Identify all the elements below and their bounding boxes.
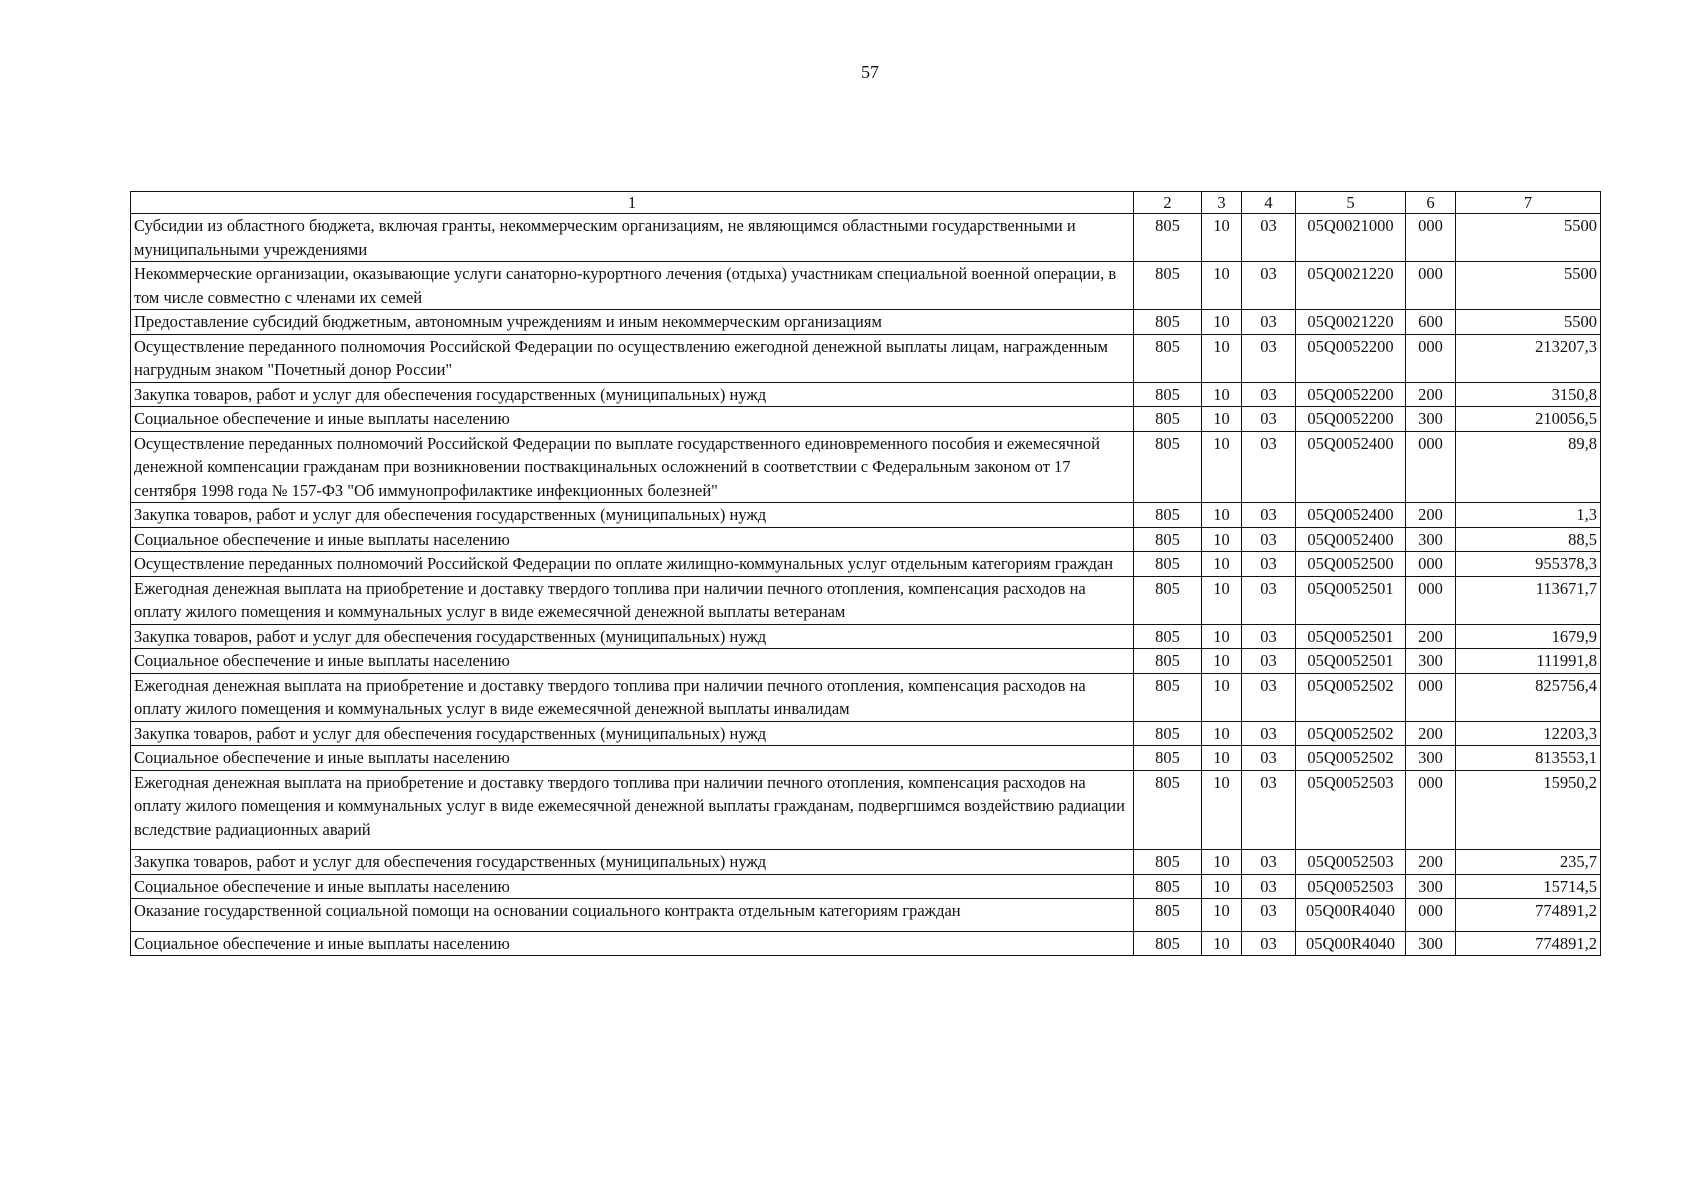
row-col-7: 111991,8 xyxy=(1456,649,1601,674)
header-row xyxy=(131,192,1601,214)
table-row xyxy=(131,874,1601,899)
row-col-6: 300 xyxy=(1406,407,1456,432)
row-col-7: 12203,3 xyxy=(1456,721,1601,746)
row-col-5: 05Q0052400 xyxy=(1296,527,1406,552)
table-row xyxy=(131,407,1601,432)
row-name: Субсидии из областного бюджета, включая гранты, некоммерческим организациям, не являющимся областными государственными и муниципальными учреждениями xyxy=(131,214,1134,262)
row-col-5: 05Q0052502 xyxy=(1296,746,1406,771)
row-col-7: 88,5 xyxy=(1456,527,1601,552)
col-header-1: 1 xyxy=(131,192,1134,214)
row-col-2: 805 xyxy=(1134,214,1202,262)
row-col-6: 300 xyxy=(1406,931,1456,956)
row-name: Закупка товаров, работ и услуг для обеспечения государственных (муниципальных) нужд xyxy=(131,503,1134,528)
table-row xyxy=(131,850,1601,875)
row-col-2: 805 xyxy=(1134,576,1202,624)
row-col-6: 200 xyxy=(1406,624,1456,649)
row-col-3: 10 xyxy=(1202,649,1242,674)
row-col-6: 000 xyxy=(1406,576,1456,624)
row-col-2: 805 xyxy=(1134,899,1202,932)
row-col-3: 10 xyxy=(1202,382,1242,407)
row-col-5: 05Q0052501 xyxy=(1296,649,1406,674)
row-col-5: 05Q0052400 xyxy=(1296,503,1406,528)
row-col-3: 10 xyxy=(1202,931,1242,956)
row-col-4: 03 xyxy=(1242,624,1296,649)
row-col-6: 200 xyxy=(1406,850,1456,875)
row-name: Предоставление субсидий бюджетным, автономным учреждениям и иным некоммерческим организациям xyxy=(131,310,1134,335)
row-col-5: 05Q0052503 xyxy=(1296,770,1406,850)
row-col-4: 03 xyxy=(1242,770,1296,850)
col-header-3: 3 xyxy=(1202,192,1242,214)
row-name: Социальное обеспечение и иные выплаты населению xyxy=(131,874,1134,899)
row-col-3: 10 xyxy=(1202,746,1242,771)
row-col-7: 89,8 xyxy=(1456,431,1601,503)
row-name: Ежегодная денежная выплата на приобретение и доставку твердого топлива при наличии печного отопления, компенсация расходов на оплату жилого помещения и коммунальных услуг в виде ежемесячной денежной выплаты ветеранам xyxy=(131,576,1134,624)
row-col-7: 235,7 xyxy=(1456,850,1601,875)
row-col-3: 10 xyxy=(1202,503,1242,528)
row-col-7: 825756,4 xyxy=(1456,673,1601,721)
row-col-4: 03 xyxy=(1242,899,1296,932)
row-name: Закупка товаров, работ и услуг для обеспечения государственных (муниципальных) нужд xyxy=(131,850,1134,875)
row-col-5: 05Q0052502 xyxy=(1296,721,1406,746)
table-row xyxy=(131,382,1601,407)
row-col-6: 200 xyxy=(1406,382,1456,407)
row-col-4: 03 xyxy=(1242,407,1296,432)
row-col-2: 805 xyxy=(1134,746,1202,771)
table-row xyxy=(131,673,1601,721)
row-col-4: 03 xyxy=(1242,382,1296,407)
row-col-2: 805 xyxy=(1134,407,1202,432)
row-col-6: 000 xyxy=(1406,431,1456,503)
table-row xyxy=(131,552,1601,577)
table-row xyxy=(131,931,1601,956)
row-col-7: 15714,5 xyxy=(1456,874,1601,899)
row-name: Осуществление переданного полномочия Российской Федерации по осуществлению ежегодной денежной выплаты лицам, награжденным нагрудным знаком "Почетный донор России" xyxy=(131,334,1134,382)
row-col-7: 5500 xyxy=(1456,214,1601,262)
row-col-2: 805 xyxy=(1134,310,1202,335)
table-row xyxy=(131,310,1601,335)
row-col-2: 805 xyxy=(1134,262,1202,310)
table-row xyxy=(131,649,1601,674)
page-number: 57 xyxy=(861,62,879,82)
row-col-7: 774891,2 xyxy=(1456,931,1601,956)
row-col-6: 200 xyxy=(1406,503,1456,528)
row-name: Ежегодная денежная выплата на приобретение и доставку твердого топлива при наличии печного отопления, компенсация расходов на оплату жилого помещения и коммунальных услуг в виде ежемесячной денежной выплаты гражданам, подвергшимся воздействию радиации вследствие радиационных аварий xyxy=(131,770,1134,850)
col-header-6: 6 xyxy=(1406,192,1456,214)
row-name: Социальное обеспечение и иные выплаты населению xyxy=(131,649,1134,674)
row-name: Оказание государственной социальной помощи на основании социального контракта отдельным категориям граждан xyxy=(131,899,1134,932)
row-col-2: 805 xyxy=(1134,931,1202,956)
table-row xyxy=(131,770,1601,850)
row-col-4: 03 xyxy=(1242,214,1296,262)
row-col-7: 3150,8 xyxy=(1456,382,1601,407)
row-col-5: 05Q0021220 xyxy=(1296,262,1406,310)
row-col-7: 5500 xyxy=(1456,262,1601,310)
table-row xyxy=(131,721,1601,746)
row-col-6: 000 xyxy=(1406,673,1456,721)
table-row xyxy=(131,431,1601,503)
row-col-2: 805 xyxy=(1134,431,1202,503)
row-col-5: 05Q0052501 xyxy=(1296,576,1406,624)
row-col-7: 1,3 xyxy=(1456,503,1601,528)
row-col-4: 03 xyxy=(1242,310,1296,335)
row-col-5: 05Q00R4040 xyxy=(1296,931,1406,956)
col-header-4: 4 xyxy=(1242,192,1296,214)
row-col-3: 10 xyxy=(1202,576,1242,624)
table-row xyxy=(131,334,1601,382)
row-col-2: 805 xyxy=(1134,624,1202,649)
row-col-5: 05Q0052400 xyxy=(1296,431,1406,503)
row-name: Закупка товаров, работ и услуг для обеспечения государственных (муниципальных) нужд xyxy=(131,624,1134,649)
table-row xyxy=(131,746,1601,771)
row-col-4: 03 xyxy=(1242,721,1296,746)
row-col-4: 03 xyxy=(1242,431,1296,503)
row-col-6: 300 xyxy=(1406,746,1456,771)
row-col-5: 05Q00R4040 xyxy=(1296,899,1406,932)
row-col-7: 774891,2 xyxy=(1456,899,1601,932)
row-col-6: 000 xyxy=(1406,334,1456,382)
row-name: Социальное обеспечение и иные выплаты населению xyxy=(131,407,1134,432)
row-col-7: 15950,2 xyxy=(1456,770,1601,850)
row-col-4: 03 xyxy=(1242,673,1296,721)
row-col-4: 03 xyxy=(1242,850,1296,875)
row-col-4: 03 xyxy=(1242,503,1296,528)
row-name: Социальное обеспечение и иные выплаты населению xyxy=(131,746,1134,771)
row-col-4: 03 xyxy=(1242,576,1296,624)
row-col-5: 05Q0052503 xyxy=(1296,850,1406,875)
row-col-6: 300 xyxy=(1406,874,1456,899)
row-col-7: 955378,3 xyxy=(1456,552,1601,577)
table-row xyxy=(131,527,1601,552)
row-name: Осуществление переданных полномочий Российской Федерации по выплате государственного единовременного пособия и ежемесячной денежной компенсации гражданам при возникновении поствакцинальных осложнений в соответствии с Федеральным законом от 17 сентября 1998 года № 157-ФЗ "Об иммунопрофилактике инфекционных болезней" xyxy=(131,431,1134,503)
row-col-7: 213207,3 xyxy=(1456,334,1601,382)
row-col-4: 03 xyxy=(1242,931,1296,956)
table-row xyxy=(131,262,1601,310)
row-col-5: 05Q0052501 xyxy=(1296,624,1406,649)
table-body xyxy=(131,214,1601,956)
row-col-3: 10 xyxy=(1202,552,1242,577)
row-name: Социальное обеспечение и иные выплаты населению xyxy=(131,527,1134,552)
row-col-3: 10 xyxy=(1202,899,1242,932)
row-col-2: 805 xyxy=(1134,649,1202,674)
row-col-6: 000 xyxy=(1406,899,1456,932)
row-col-5: 05Q0052200 xyxy=(1296,407,1406,432)
row-col-5: 05Q0052502 xyxy=(1296,673,1406,721)
row-col-2: 805 xyxy=(1134,721,1202,746)
row-name: Ежегодная денежная выплата на приобретение и доставку твердого топлива при наличии печного отопления, компенсация расходов на оплату жилого помещения и коммунальных услуг в виде ежемесячной денежной выплаты инвалидам xyxy=(131,673,1134,721)
budget-table xyxy=(130,191,1601,956)
row-col-3: 10 xyxy=(1202,770,1242,850)
row-col-5: 05Q0052503 xyxy=(1296,874,1406,899)
row-col-2: 805 xyxy=(1134,334,1202,382)
table-row xyxy=(131,576,1601,624)
row-col-4: 03 xyxy=(1242,527,1296,552)
row-col-2: 805 xyxy=(1134,850,1202,875)
row-col-2: 805 xyxy=(1134,673,1202,721)
col-header-7: 7 xyxy=(1456,192,1601,214)
row-name: Социальное обеспечение и иные выплаты населению xyxy=(131,931,1134,956)
row-col-3: 10 xyxy=(1202,407,1242,432)
row-col-3: 10 xyxy=(1202,874,1242,899)
row-col-6: 300 xyxy=(1406,649,1456,674)
row-col-6: 000 xyxy=(1406,770,1456,850)
row-name: Закупка товаров, работ и услуг для обеспечения государственных (муниципальных) нужд xyxy=(131,382,1134,407)
row-col-6: 000 xyxy=(1406,262,1456,310)
row-col-6: 000 xyxy=(1406,552,1456,577)
row-col-2: 805 xyxy=(1134,770,1202,850)
table-row xyxy=(131,503,1601,528)
row-col-5: 05Q0021220 xyxy=(1296,310,1406,335)
row-col-3: 10 xyxy=(1202,527,1242,552)
row-col-7: 210056,5 xyxy=(1456,407,1601,432)
row-col-3: 10 xyxy=(1202,310,1242,335)
row-col-3: 10 xyxy=(1202,721,1242,746)
row-col-3: 10 xyxy=(1202,214,1242,262)
row-col-3: 10 xyxy=(1202,334,1242,382)
row-col-5: 05Q0021000 xyxy=(1296,214,1406,262)
row-name: Закупка товаров, работ и услуг для обеспечения государственных (муниципальных) нужд xyxy=(131,721,1134,746)
row-col-5: 05Q0052200 xyxy=(1296,334,1406,382)
row-name: Некоммерческие организации, оказывающие услуги санаторно-курортного лечения (отдыха) участникам специальной военной операции, в том числе совместно с членами их семей xyxy=(131,262,1134,310)
row-col-6: 600 xyxy=(1406,310,1456,335)
row-col-4: 03 xyxy=(1242,334,1296,382)
row-col-3: 10 xyxy=(1202,673,1242,721)
row-col-2: 805 xyxy=(1134,503,1202,528)
row-col-7: 1679,9 xyxy=(1456,624,1601,649)
row-col-7: 5500 xyxy=(1456,310,1601,335)
row-col-2: 805 xyxy=(1134,874,1202,899)
col-header-2: 2 xyxy=(1134,192,1202,214)
row-col-3: 10 xyxy=(1202,850,1242,875)
row-col-4: 03 xyxy=(1242,874,1296,899)
row-col-6: 000 xyxy=(1406,214,1456,262)
row-col-3: 10 xyxy=(1202,624,1242,649)
row-col-3: 10 xyxy=(1202,262,1242,310)
table-row xyxy=(131,624,1601,649)
row-col-4: 03 xyxy=(1242,262,1296,310)
row-col-2: 805 xyxy=(1134,382,1202,407)
row-col-5: 05Q0052200 xyxy=(1296,382,1406,407)
row-col-2: 805 xyxy=(1134,552,1202,577)
table-row xyxy=(131,899,1601,932)
row-col-7: 113671,7 xyxy=(1456,576,1601,624)
row-col-7: 813553,1 xyxy=(1456,746,1601,771)
row-col-6: 300 xyxy=(1406,527,1456,552)
col-header-5: 5 xyxy=(1296,192,1406,214)
row-col-6: 200 xyxy=(1406,721,1456,746)
row-col-4: 03 xyxy=(1242,552,1296,577)
row-name: Осуществление переданных полномочий Российской Федерации по оплате жилищно-коммунальных услуг отдельным категориям граждан xyxy=(131,552,1134,577)
row-col-5: 05Q0052500 xyxy=(1296,552,1406,577)
row-col-3: 10 xyxy=(1202,431,1242,503)
row-col-4: 03 xyxy=(1242,746,1296,771)
row-col-4: 03 xyxy=(1242,649,1296,674)
row-col-2: 805 xyxy=(1134,527,1202,552)
table-row xyxy=(131,214,1601,262)
